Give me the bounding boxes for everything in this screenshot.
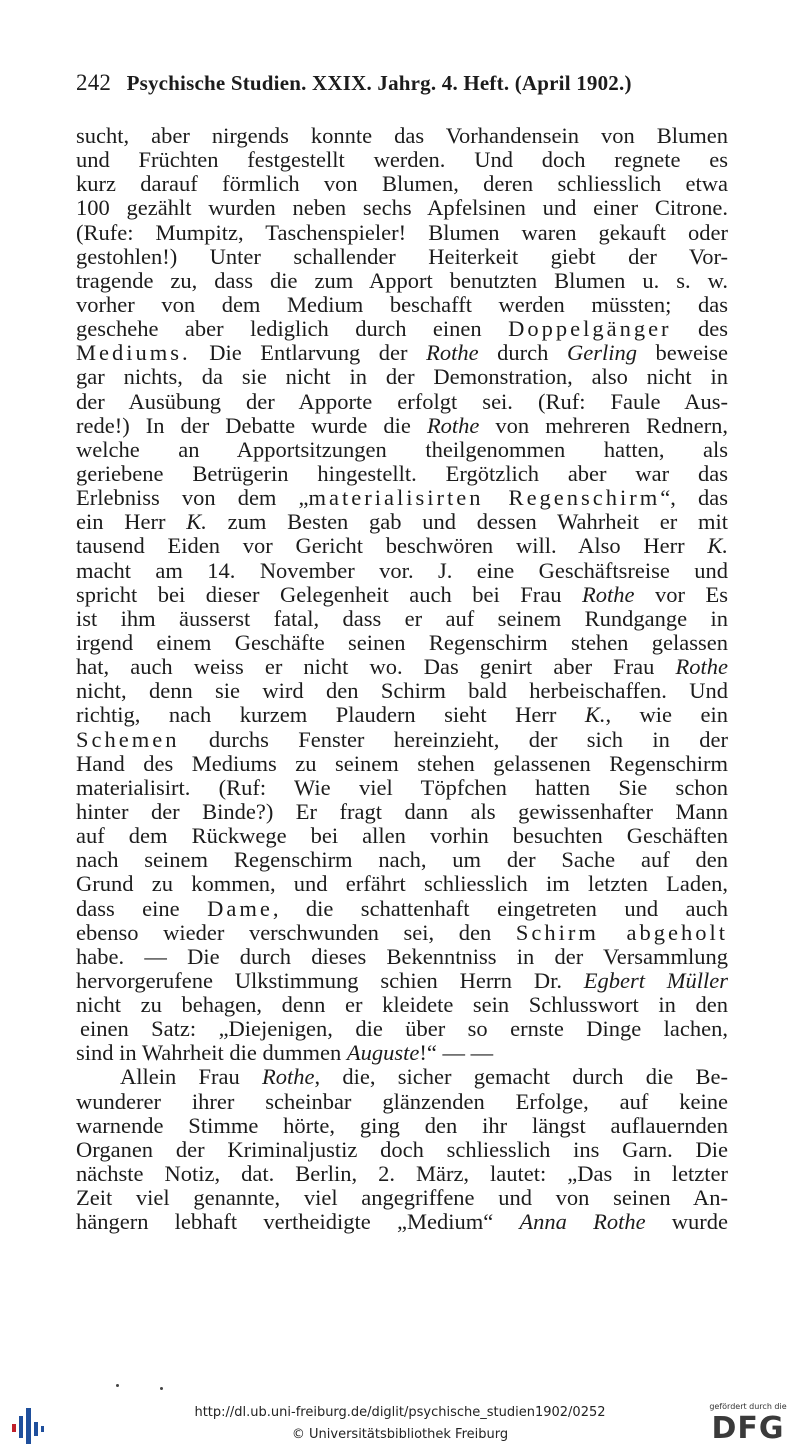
text-run: der Ausübung der Apporte erfolgt sei. (Ruf: Faule Aus- xyxy=(76,389,728,414)
text-run: wunderer ihrer scheinbar glänzenden Erfolge, auf keine xyxy=(76,1089,728,1114)
text-line xyxy=(76,1090,728,1114)
text-line xyxy=(76,1186,728,1210)
dfg-caption: gefördert durch die xyxy=(709,1402,787,1411)
text-run: von mehreren Rednern, xyxy=(479,413,728,438)
italic-name: Auguste xyxy=(346,1041,420,1066)
text-run: und Früchten festgestellt werden. Und doch regnete es xyxy=(76,148,728,173)
text-run: Erlebniss von dem „ xyxy=(76,486,309,511)
text-run: (Rufe: Mumpitz, Taschenspieler! Blumen waren gekauft oder xyxy=(76,220,728,245)
text-line xyxy=(76,414,728,438)
text-run: des xyxy=(671,317,728,342)
text-run: Allein Frau xyxy=(120,1065,263,1090)
text-line xyxy=(76,776,728,800)
text-run: beweise xyxy=(636,341,728,366)
text-line xyxy=(76,1138,728,1162)
body-text xyxy=(76,124,728,1234)
text-run: materialisirt. (Ruf: Wie viel Töpfchen hatten Sie schon xyxy=(76,775,728,800)
text-run: ein Herr xyxy=(76,510,187,535)
italic-name: Egbert Müller xyxy=(583,968,728,993)
text-line xyxy=(76,655,728,679)
text-run: macht am 14. November vor. J. eine Geschäftsreise und xyxy=(76,558,728,583)
italic-name: Rothe xyxy=(262,1065,315,1090)
text-line xyxy=(76,800,728,824)
text-run: Organen der Kriminaljustiz doch schliesslich ins Garn. Die xyxy=(76,1137,728,1162)
text-run: warnende Stimme hörte, ging den ihr längst auflauernden xyxy=(76,1113,728,1138)
italic-name: K. xyxy=(707,534,728,559)
spaced-emphasis: Mediums. xyxy=(76,341,191,366)
text-line xyxy=(76,752,728,776)
text-line xyxy=(76,293,728,317)
text-line xyxy=(76,848,728,872)
text-line xyxy=(76,1162,728,1186)
text-run: dass eine xyxy=(76,896,208,921)
text-line xyxy=(76,365,728,389)
text-line xyxy=(76,993,728,1017)
spaced-emphasis: Doppelgänger xyxy=(508,317,672,342)
text-run: “, das xyxy=(660,486,728,511)
text-line xyxy=(76,221,728,245)
text-run: sind in Wahrheit die dummen xyxy=(76,1041,347,1066)
text-line xyxy=(76,607,728,631)
text-line xyxy=(76,1017,728,1041)
text-run: richtig, nach kurzem Plaudern sieht Herr xyxy=(76,703,585,728)
text-line xyxy=(76,945,728,969)
text-line xyxy=(76,196,728,220)
footer xyxy=(0,1400,800,1450)
spaced-emphasis: Dame xyxy=(207,896,273,921)
text-run: Die Entlarvung der xyxy=(190,341,427,366)
text-line xyxy=(76,438,728,462)
running-header xyxy=(76,70,728,104)
italic-name: Rothe xyxy=(675,655,728,680)
text-run: habe. — Die durch dieses Bekenntniss in der Versammlung xyxy=(76,944,728,969)
italic-name: K. xyxy=(186,510,207,535)
text-run: gestohlen!) Unter schallender Heiterkeit giebt der Vor- xyxy=(76,244,728,269)
italic-name: Rothe xyxy=(426,341,479,366)
text-run: sucht, aber nirgends konnte das Vorhandensein von Blumen xyxy=(76,124,728,148)
text-run: einen Satz: „Diejenigen, die über so ernste Dinge lachen, xyxy=(80,1017,728,1042)
text-run: tragende zu, dass die zum Apport benutzten Blumen u. s. w. xyxy=(76,268,728,293)
text-run: spricht bei dieser Gelegenheit auch bei Frau xyxy=(76,582,582,607)
text-line xyxy=(76,1114,728,1138)
spaced-emphasis: Schemen xyxy=(76,727,180,752)
text-line xyxy=(76,148,728,172)
text-line xyxy=(76,486,728,510)
text-line xyxy=(76,824,728,848)
italic-name: K. xyxy=(584,703,606,728)
text-run: gar nichts, da sie nicht in der Demonstration, also nicht in xyxy=(76,365,728,390)
italic-name: Anna Rothe xyxy=(519,1210,646,1235)
text-line xyxy=(76,1210,728,1234)
text-run: geschehe aber lediglich durch einen xyxy=(76,317,509,342)
text-line xyxy=(76,390,728,414)
running-title: Psychische Studien. XXIX. Jahrg. 4. Heft. (April 1902.) xyxy=(126,71,632,95)
text-line xyxy=(76,631,728,655)
text-line xyxy=(76,317,728,341)
text-line xyxy=(76,245,728,269)
page-number: 242 xyxy=(76,70,112,95)
text-run: , die, sicher gemacht durch die Be- xyxy=(314,1065,728,1090)
text-line xyxy=(76,462,728,486)
text-run: irgend einem Geschäfte seinen Regenschirm stehen gelassen xyxy=(76,630,728,655)
text-run: vorher von dem Medium beschafft werden müssten; das xyxy=(76,292,728,317)
text-run: hat, auch weiss er nicht wo. Das genirt aber Frau xyxy=(76,655,676,680)
text-line xyxy=(76,341,728,365)
text-run: nicht zu behagen, denn er kleidete sein Schlusswort in den xyxy=(76,993,728,1018)
text-line xyxy=(76,583,728,607)
text-line xyxy=(76,921,728,945)
text-run: ist ihm äusserst fatal, dass er auf seinem Rundgange in xyxy=(76,606,728,631)
text-line xyxy=(76,534,728,558)
text-run: 100 gezählt wurden neben sechs Apfelsinen und einer Citrone. xyxy=(76,196,728,221)
text-run: hinter der Binde?) Er fragt dann als gewissenhafter Mann xyxy=(76,799,728,824)
text-run: welche an Apportsitzungen theilgenommen hatten, als xyxy=(76,437,728,462)
text-run: zum Besten gab und dessen Wahrheit er mit xyxy=(206,510,728,535)
text-line xyxy=(76,872,728,896)
text-run: !“ — — xyxy=(419,1041,494,1066)
text-run: geriebene Betrügerin hingestellt. Ergötzlich aber war das xyxy=(76,461,728,486)
text-run: hängern lebhaft vertheidigte „Medium“ xyxy=(76,1210,520,1235)
text-run: rede!) In der Debatte wurde die xyxy=(76,413,427,438)
text-line xyxy=(76,559,728,583)
text-run: durch xyxy=(478,341,567,366)
italic-name: Rothe xyxy=(426,413,480,438)
text-run: nicht, denn sie wird den Schirm bald herbeischaffen. Und xyxy=(76,679,728,704)
text-line xyxy=(76,510,728,534)
text-line xyxy=(76,969,728,993)
text-line xyxy=(76,728,728,752)
text-run: ebenso wieder verschwunden sei, den xyxy=(76,920,516,945)
text-run: , die schattenhaft eingetreten und auch xyxy=(272,896,728,921)
text-run: wurde xyxy=(645,1210,728,1235)
text-run: Zeit viel genannte, viel angegriffene und von seinen An- xyxy=(76,1186,728,1211)
scan-specks xyxy=(108,1384,168,1390)
text-line xyxy=(76,1065,728,1089)
text-line xyxy=(76,679,728,703)
copyright-notice: © Universitätsbibliothek Freiburg xyxy=(291,1427,509,1442)
text-run: nach seinem Regenschirm nach, um der Sache auf den xyxy=(76,848,728,873)
text-run: nächste Notiz, dat. Berlin, 2. März, lautet: „Das in letzter xyxy=(76,1162,728,1187)
text-line xyxy=(76,897,728,921)
dfg-logo-icon xyxy=(700,1402,796,1448)
spaced-emphasis: materialisirten Regenschirm xyxy=(308,486,661,511)
text-run: hervorgerufene Ulkstimmung schien Herrn Dr. xyxy=(76,968,584,993)
dfg-logo-text: DFG xyxy=(711,1411,785,1446)
italic-name: Gerling xyxy=(566,341,637,366)
text-line xyxy=(76,124,728,148)
text-run: vor Es xyxy=(634,582,728,607)
text-run: tausend Eiden vor Gericht beschwören will. Also Herr xyxy=(76,534,708,559)
text-line xyxy=(76,703,728,727)
text-line xyxy=(76,1041,728,1065)
text-run: Hand des Mediums zu seinem stehen gelassenen Regenschirm xyxy=(76,751,728,776)
text-run: durchs Fenster hereinzieht, der sich in der xyxy=(179,727,728,752)
italic-name: Rothe xyxy=(581,582,635,607)
text-line xyxy=(76,269,728,293)
text-run: auf dem Rückwege bei allen vorhin besuchten Geschäften xyxy=(76,824,728,849)
spaced-emphasis: Schirm abgeholt xyxy=(515,920,728,945)
text-run: , wie ein xyxy=(605,703,728,728)
text-line xyxy=(76,172,728,196)
text-run: Grund zu kommen, und erfährt schliesslich im letzten Laden, xyxy=(76,872,728,897)
source-url[interactable]: http://dl.ub.uni-freiburg.de/diglit/psychische_studien1902/0252 xyxy=(194,1405,606,1420)
text-run: kurz darauf förmlich von Blumen, deren schliesslich etwa xyxy=(76,172,728,197)
